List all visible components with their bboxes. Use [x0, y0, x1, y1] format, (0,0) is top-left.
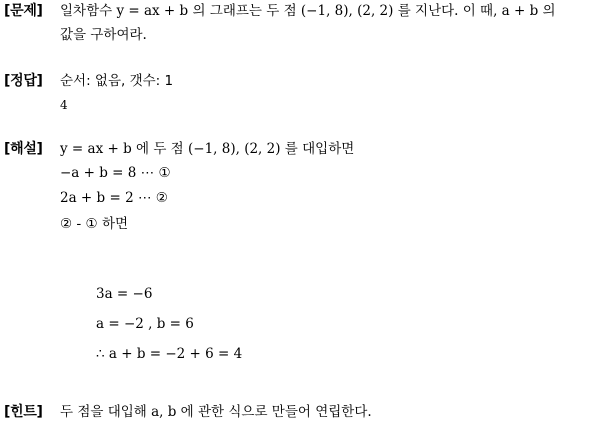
solution-step-3: ∴ a + b = −2 + 6 = 4	[96, 346, 243, 362]
hint-text: 두 점을 대입해 a, b 에 관한 식으로 만들어 연립한다.	[60, 404, 372, 420]
hint-label: [힌트]	[4, 404, 43, 420]
answer-value: 4	[60, 98, 68, 112]
solution-step-1: 3a = −6	[96, 286, 153, 302]
problem-label: [문제]	[4, 3, 43, 19]
solution-line-2: −a + b = 8 ⋯ ①	[60, 165, 171, 181]
answer-meta: 순서: 없음, 갯수: 1	[60, 73, 174, 89]
solution-step-2: a = −2 , b = 6	[96, 316, 194, 332]
problem-text-line-1: 일차함수 y = ax + b 의 그래프는 두 점 (−1, 8), (2, 2) 를 지난다. 이 때, a + b 의	[60, 3, 556, 19]
solution-label: [해설]	[4, 141, 43, 157]
solution-line-1: y = ax + b 에 두 점 (−1, 8), (2, 2) 를 대입하면	[60, 141, 355, 157]
answer-label: [정답]	[4, 73, 43, 89]
problem-text-line-2: 값을 구하여라.	[60, 27, 147, 43]
solution-line-4: ② - ① 하면	[60, 216, 129, 232]
solution-line-3: 2a + b = 2 ⋯ ②	[60, 190, 168, 206]
